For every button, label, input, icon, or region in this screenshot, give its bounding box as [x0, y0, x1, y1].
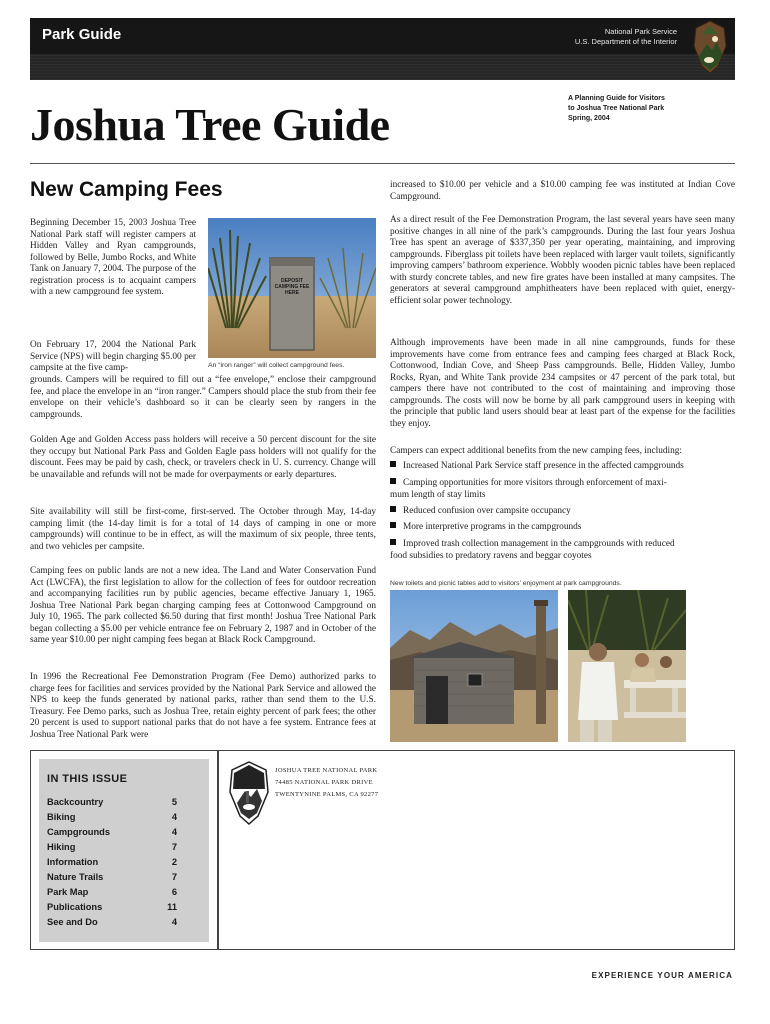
issue-item-page: 7 — [171, 842, 177, 852]
issue-item-information[interactable] — [47, 857, 177, 867]
issue-item-see-and-do[interactable] — [47, 917, 177, 927]
issue-item-page: 4 — [171, 812, 177, 822]
address-line-street: 74485 NATIONAL PARK DRIVE — [275, 779, 373, 786]
agency-name: National Park Service — [604, 27, 677, 36]
bullet-text: Increased National Park Service staff presence in the affected campgrounds — [403, 461, 684, 471]
article-paragraph: As a direct result of the Fee Demonstration Program, the last several years have seen many positive changes in all nine of the park’s campgrounds. During the last four years Joshua Tree has spent an average of $337,350 per year operating, maintaining, and improving campgrounds. Fiberglass pit toilets have been replaced with larger vault toilets, significantly improving campers’ bathroom experience. Wobbly wooden picnic tables have been replaced with sturdy concrete tables, and new fire grates have been installed at many campsites. The generators at several campground amphitheaters have been replaced with quiet, energy-efficient solar power technology. — [390, 215, 735, 306]
vault-toilet-photo — [390, 590, 558, 742]
issue-date: Spring, 2004 — [568, 115, 610, 122]
bullet-text: Camping opportunities for more visitors through enforcement of maxi- — [403, 478, 667, 488]
benefit-bullet — [390, 506, 571, 518]
issue-item-label: Nature Trails — [47, 872, 104, 882]
in-this-issue-title: IN THIS ISSUE — [47, 773, 128, 785]
footer-tagline: EXPERIENCE YOUR AMERICA — [591, 971, 733, 980]
issue-item-backcountry[interactable] — [47, 797, 177, 807]
address-line-park: JOSHUA TREE NATIONAL PARK — [275, 767, 378, 774]
iron-ranger-photo — [208, 218, 376, 358]
article-paragraph: Site availability will still be first-come, first-served. The October through May, 14-day camping limit (the 14-day limit is for a total of 14 days of camping in one or more campgrounds) will continue to be in effect, as will the maximum of six people, three tents, and two vehicles per campsite. — [30, 507, 376, 552]
page-title: Joshua Tree Guide — [30, 99, 390, 150]
issue-item-park-map[interactable] — [47, 887, 177, 897]
issue-item-publications[interactable] — [47, 902, 177, 912]
issue-item-label: See and Do — [47, 917, 98, 927]
agency-department: U.S. Department of the Interior — [574, 37, 677, 46]
photo-caption: An “iron ranger” will collect campground fees. — [208, 362, 345, 369]
issue-item-label: Information — [47, 857, 99, 867]
article-paragraph: Campers can expect additional benefits from the new camping fees, including: — [390, 446, 682, 456]
fee-sign-text: DEPOSIT CAMPING FEE HERE — [274, 278, 310, 296]
issue-item-label: Backcountry — [47, 797, 104, 807]
banner-top-strip — [30, 18, 735, 54]
bullet-square-icon — [390, 478, 396, 484]
article-paragraph: grounds. Campers will be required to fill out a “fee envelope,” enclose their campground fee, and place the envelope in an “iron ranger.” Campers should place the stub from their fee envelope on their vehicle’s dashboard so it can be clearly seen by rangers in the campgrounds. — [30, 375, 376, 420]
bullet-text: More interpretive programs in the campgrounds — [403, 522, 582, 532]
bullet-text: Improved trash collection management in the campgrounds with reduced — [403, 539, 675, 549]
bullet-text: Reduced confusion over campsite occupancy — [403, 506, 571, 516]
nps-arrowhead-icon — [693, 20, 727, 74]
issue-item-biking[interactable] — [47, 812, 177, 822]
bullet-square-icon — [390, 506, 396, 512]
issue-item-page: 4 — [171, 827, 177, 837]
park-guide-banner — [30, 18, 735, 80]
article-paragraph: increased to $10.00 per vehicle and a $10.00 camping fee was instituted at Indian Cove Campground. — [390, 180, 735, 202]
benefit-bullet — [390, 539, 675, 562]
issue-item-label: Publications — [47, 902, 103, 912]
planning-line: to Joshua Tree National Park — [568, 105, 665, 112]
issue-item-page: 6 — [171, 887, 177, 897]
issue-item-page: 7 — [171, 872, 177, 882]
planning-line: A Planning Guide for Visitors — [568, 95, 665, 102]
benefit-bullet — [390, 461, 684, 473]
issue-item-hiking[interactable] — [47, 842, 177, 852]
bullet-text: food subsidies to predatory ravens and beggar coyotes — [390, 550, 592, 561]
photo-caption: New toilets and picnic tables add to visitors’ enjoyment at park campgrounds. — [390, 580, 622, 587]
section-label: Park Guide — [42, 26, 122, 43]
issue-item-page: 2 — [171, 857, 177, 867]
planning-guide-note — [568, 94, 665, 124]
article-paragraph: Golden Age and Golden Access pass holders will receive a 50 percent discount for the site they occupy but National Park Pass and Golden Eagle pass holders will not qualify for the discount. Fees may be paid by cash, check, or travelers check in U. S. currency. Change will be unavailable and refunds will not be made for overpayments or early departures. — [30, 435, 376, 480]
nps-arrowhead-icon — [229, 761, 269, 825]
bullet-text: mum length of stay limits — [390, 489, 486, 500]
issue-item-label: Campgrounds — [47, 827, 111, 837]
issue-item-label: Park Map — [47, 887, 89, 897]
article-paragraph: Although improvements have been made in all nine campgrounds, funds for these improvements have come from entrance fees and camping fees charged at Black Rock, Cottonwood, Indian Cove, and Sheep Pass campgrounds. Belle, Hidden Valley, Jumbo Rocks, Ryan, and White Tank provide 234 campsites or 47 percent of the park total, but campers there have not contributed to the cost of maintaining and improving those campgrounds. The costs will now be borne by all park campground users in keeping with the principle that public land users should bear at least part of the expense for the facilities they enjoy. — [390, 338, 735, 429]
in-this-issue-box — [30, 750, 218, 950]
picnic-table-photo — [568, 590, 686, 742]
issue-item-label: Biking — [47, 812, 76, 822]
issue-item-nature-trails[interactable] — [47, 872, 177, 882]
article-headline: New Camping Fees — [30, 178, 223, 201]
article-paragraph: On February 17, 2004 the National Park Service (NPS) will begin charging $5.00 per campsite at the five camp- — [30, 340, 196, 373]
bullet-square-icon — [390, 539, 396, 545]
issue-item-campgrounds[interactable] — [47, 827, 177, 837]
mailing-address-box — [218, 750, 735, 950]
article-paragraph: In 1996 the Recreational Fee Demonstration Program (Fee Demo) authorized parks to charge fees for facilities and services provided by the National Park Service and allowed the NPS to keep the funds generated by national parks, rather than send them to the U.S. Treasury. Fee Demo parks, such as Joshua Tree, retain eighty percent of park fees; the other 20 percent is used to support national parks that do not have a fee system. Entrance fees at Joshua Tree National Park were — [30, 672, 376, 740]
bullet-square-icon — [390, 522, 396, 528]
issue-item-label: Hiking — [47, 842, 76, 852]
benefit-bullet — [390, 478, 667, 501]
iron-ranger-image — [208, 218, 376, 358]
bullet-square-icon — [390, 461, 396, 467]
benefit-bullet — [390, 522, 581, 534]
issue-item-page: 5 — [171, 797, 177, 807]
issue-item-page: 4 — [171, 917, 177, 927]
address-line-city: TWENTYNINE PALMS, CA 92277 — [275, 791, 379, 798]
article-paragraph: Camping fees on public lands are not a new idea. The Land and Water Conservation Fund Act (LWCFA), the first legislation to allow for the collection of fees for outdoor recreation and accompanying facilities run by public agencies, became effective January 1, 1965. Joshua Tree National Park began charging camping fees at Cottonwood Campground on July 10, 1965. The park collected $6.50 during that first month! Joshua Tree National Park began collecting a $5.00 per vehicle entrance fee on February 2, 1987 and in October of the same year $10.00 per night camping fees began at Black Rock Campground. — [30, 566, 376, 645]
article-paragraph: Beginning December 15, 2003 Joshua Tree National Park staff will register campers at Hidden Valley and Ryan campgrounds, followed by Belle, Jumbo Rocks, and White Tank on January 7, 2004. The purpose of the registration process is to acquaint campers with a new campground fee system. — [30, 218, 196, 297]
issue-item-page: 11 — [167, 902, 177, 912]
picnic-table-image — [568, 590, 686, 742]
vault-toilet-image — [390, 590, 558, 742]
masthead-divider — [30, 163, 735, 164]
